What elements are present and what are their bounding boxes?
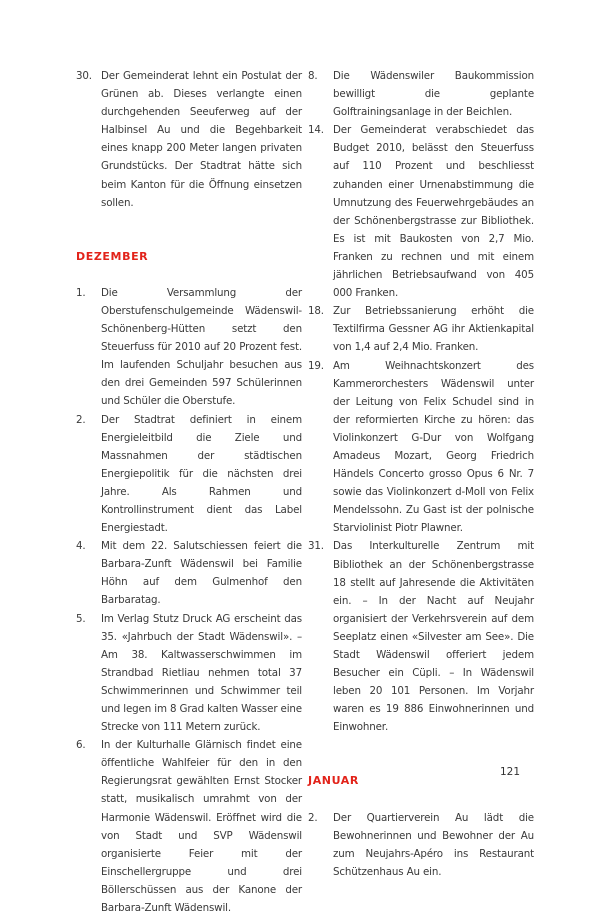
entry-day: 4. (76, 540, 86, 553)
entry-text: Die Versammlung der Oberstufenschulgemeinde Wädenswil-Schönenberg-Hütten setzt den Steuerfuss für 2010 auf 20 Prozent fest. Im laufenden Schuljahr besuchen aus den drei Gemeinden 597 Schülerinnen und Schüler die Oberstufe. (101, 286, 302, 408)
entry-day: 1. (76, 286, 86, 299)
entry-text: Am Weihnachtskonzert des Kammerorchesters Wädenswil unter der Leitung von Felix Schudel sind in der reformierten Kirche zu hören: das Violinkonzert G-Dur von Wolfgang Amadeus Mozart, Georg Friedrich Händels Concerto grosso Opus 6 Nr. 7 sowie das Violinkonzert d-Moll von Felix Mendelssohn. Zu Gast ist der polnische Starviolinist Piotr Plawner. (333, 359, 534, 535)
entry-text: Der Gemeinderat verabschiedet das Budget 2010, belässt den Steuerfuss auf 110 Prozent und beschliesst zuhanden einer Urnenabstimmung die Umnutzung des Feuerwehrgebäudes an der Schönenbergstrasse zur Bibliothek. Es ist mit Baukosten von 2,7 Mio. Franken zu rechnen und mit einem jährlichen Betriebsaufwand von 405 000 Franken. (333, 124, 534, 300)
entry-day: 8. (308, 70, 318, 82)
entry-day: 19. (308, 359, 324, 372)
entry-text: Mit dem 22. Salutschiessen feiert die Barbara-Zunft Wädenswil bei Familie Höhn auf dem Gulmenhof den Barbaratag. (101, 540, 302, 607)
chronicle-entry (308, 121, 534, 302)
entry-text: Der Quartierverein Au lädt die Bewohnerinnen und Bewohner der Au zum Neujahrs-Apéro ins Restaurant Schützenhaus Au ein. (333, 811, 534, 878)
entry-text: Zur Betriebssanierung erhöht die Textilfirma Gessner AG ihr Aktienkapital von 1,4 auf 2,4 Mio. Franken. (333, 305, 534, 354)
entry-day: 14. (308, 124, 324, 137)
chronicle-entry (76, 284, 302, 411)
entry-text: Im Verlag Stutz Druck AG erscheint das 35. «Jahrbuch der Stadt Wädenswil». – Am 38. Kaltwasserschwimmen im Strandbad Rietliau nehmen total 37 Schwimmerinnen und Schwimmer teil und legen im 8 Grad kalten Wasser eine Strecke von 111 Metern zurück. (101, 612, 302, 734)
entry-day: 2. (76, 413, 86, 426)
chronicle-entry (308, 357, 534, 538)
entry-text: Das Interkulturelle Zentrum mit Bibliothek an der Schönenbergstrasse 18 stellt auf Jahresende die Aktivitäten ein. – In der Nacht auf Neujahr organisiert der Verkehrsverein auf dem Seeplatz einen «Silvester am See». Die Stadt Wädenswil offeriert jedem Besucher ein Cüpli. – In Wädenswil leben 20 101 Personen. Im Vorjahr waren es 19 886 Einwohnerinnen und Einwohner. (333, 540, 534, 734)
entry-day: 18. (308, 305, 324, 318)
chronicle-entry (308, 809, 534, 881)
month-heading-dezember: DEZEMBER (76, 249, 149, 263)
chronicle-entry (308, 302, 534, 356)
right-column (308, 67, 534, 881)
month-heading-januar: JANUAR (308, 774, 359, 788)
chronicle-entry (76, 411, 302, 538)
entry-day: 5. (76, 612, 86, 625)
page-number: 121 (500, 766, 521, 778)
chronicle-entry (76, 537, 302, 609)
entry-day: 31. (308, 540, 324, 553)
chronicle-entry (76, 610, 302, 737)
chronicle-entry (76, 67, 302, 212)
entry-text: Der Gemeinderat lehnt ein Postulat der Grünen ab. Dieses verlangte einen durchgehenden Seeuferweg auf der Halbinsel Au und die Begehbarkeit eines knapp 200 Meter langen privaten Grundstücks. Der Stadtrat hätte sich beim Kanton für die Öffnung einsetzen sollen. (101, 70, 302, 209)
left-column (76, 67, 302, 917)
entry-text: In der Kulturhalle Glärnisch findet eine öffentliche Wahlfeier für den in den Regierungsrat gewählten Ernst Stocker statt, musikalisch umrahmt von der Harmonie Wädenswil. Eröffnet wird die von Stadt und SVP Wädenswil organisierte Feier mit der Einschellergruppe und drei Böllerschüssen aus der Kanone der Barbara-Zunft Wädenswil. (101, 739, 302, 915)
entry-text: Die Wädenswiler Baukommission bewilligt die geplante Golftrainingsanlage in der Beichlen. (333, 70, 534, 119)
chronicle-entry (308, 537, 534, 736)
entry-day: 6. (76, 739, 86, 752)
entry-day: 2. (308, 811, 318, 824)
entry-day: 30. (76, 70, 92, 82)
entry-text: Der Stadtrat definiert in einem Energieleitbild die Ziele und Massnahmen der städtischen Energiepolitik für die nächsten drei Jahre. Als Rahmen und Kontrollinstrument dient das Label Energiestadt. (101, 413, 302, 535)
chronicle-entry (308, 67, 534, 121)
chronicle-entry (76, 736, 302, 917)
